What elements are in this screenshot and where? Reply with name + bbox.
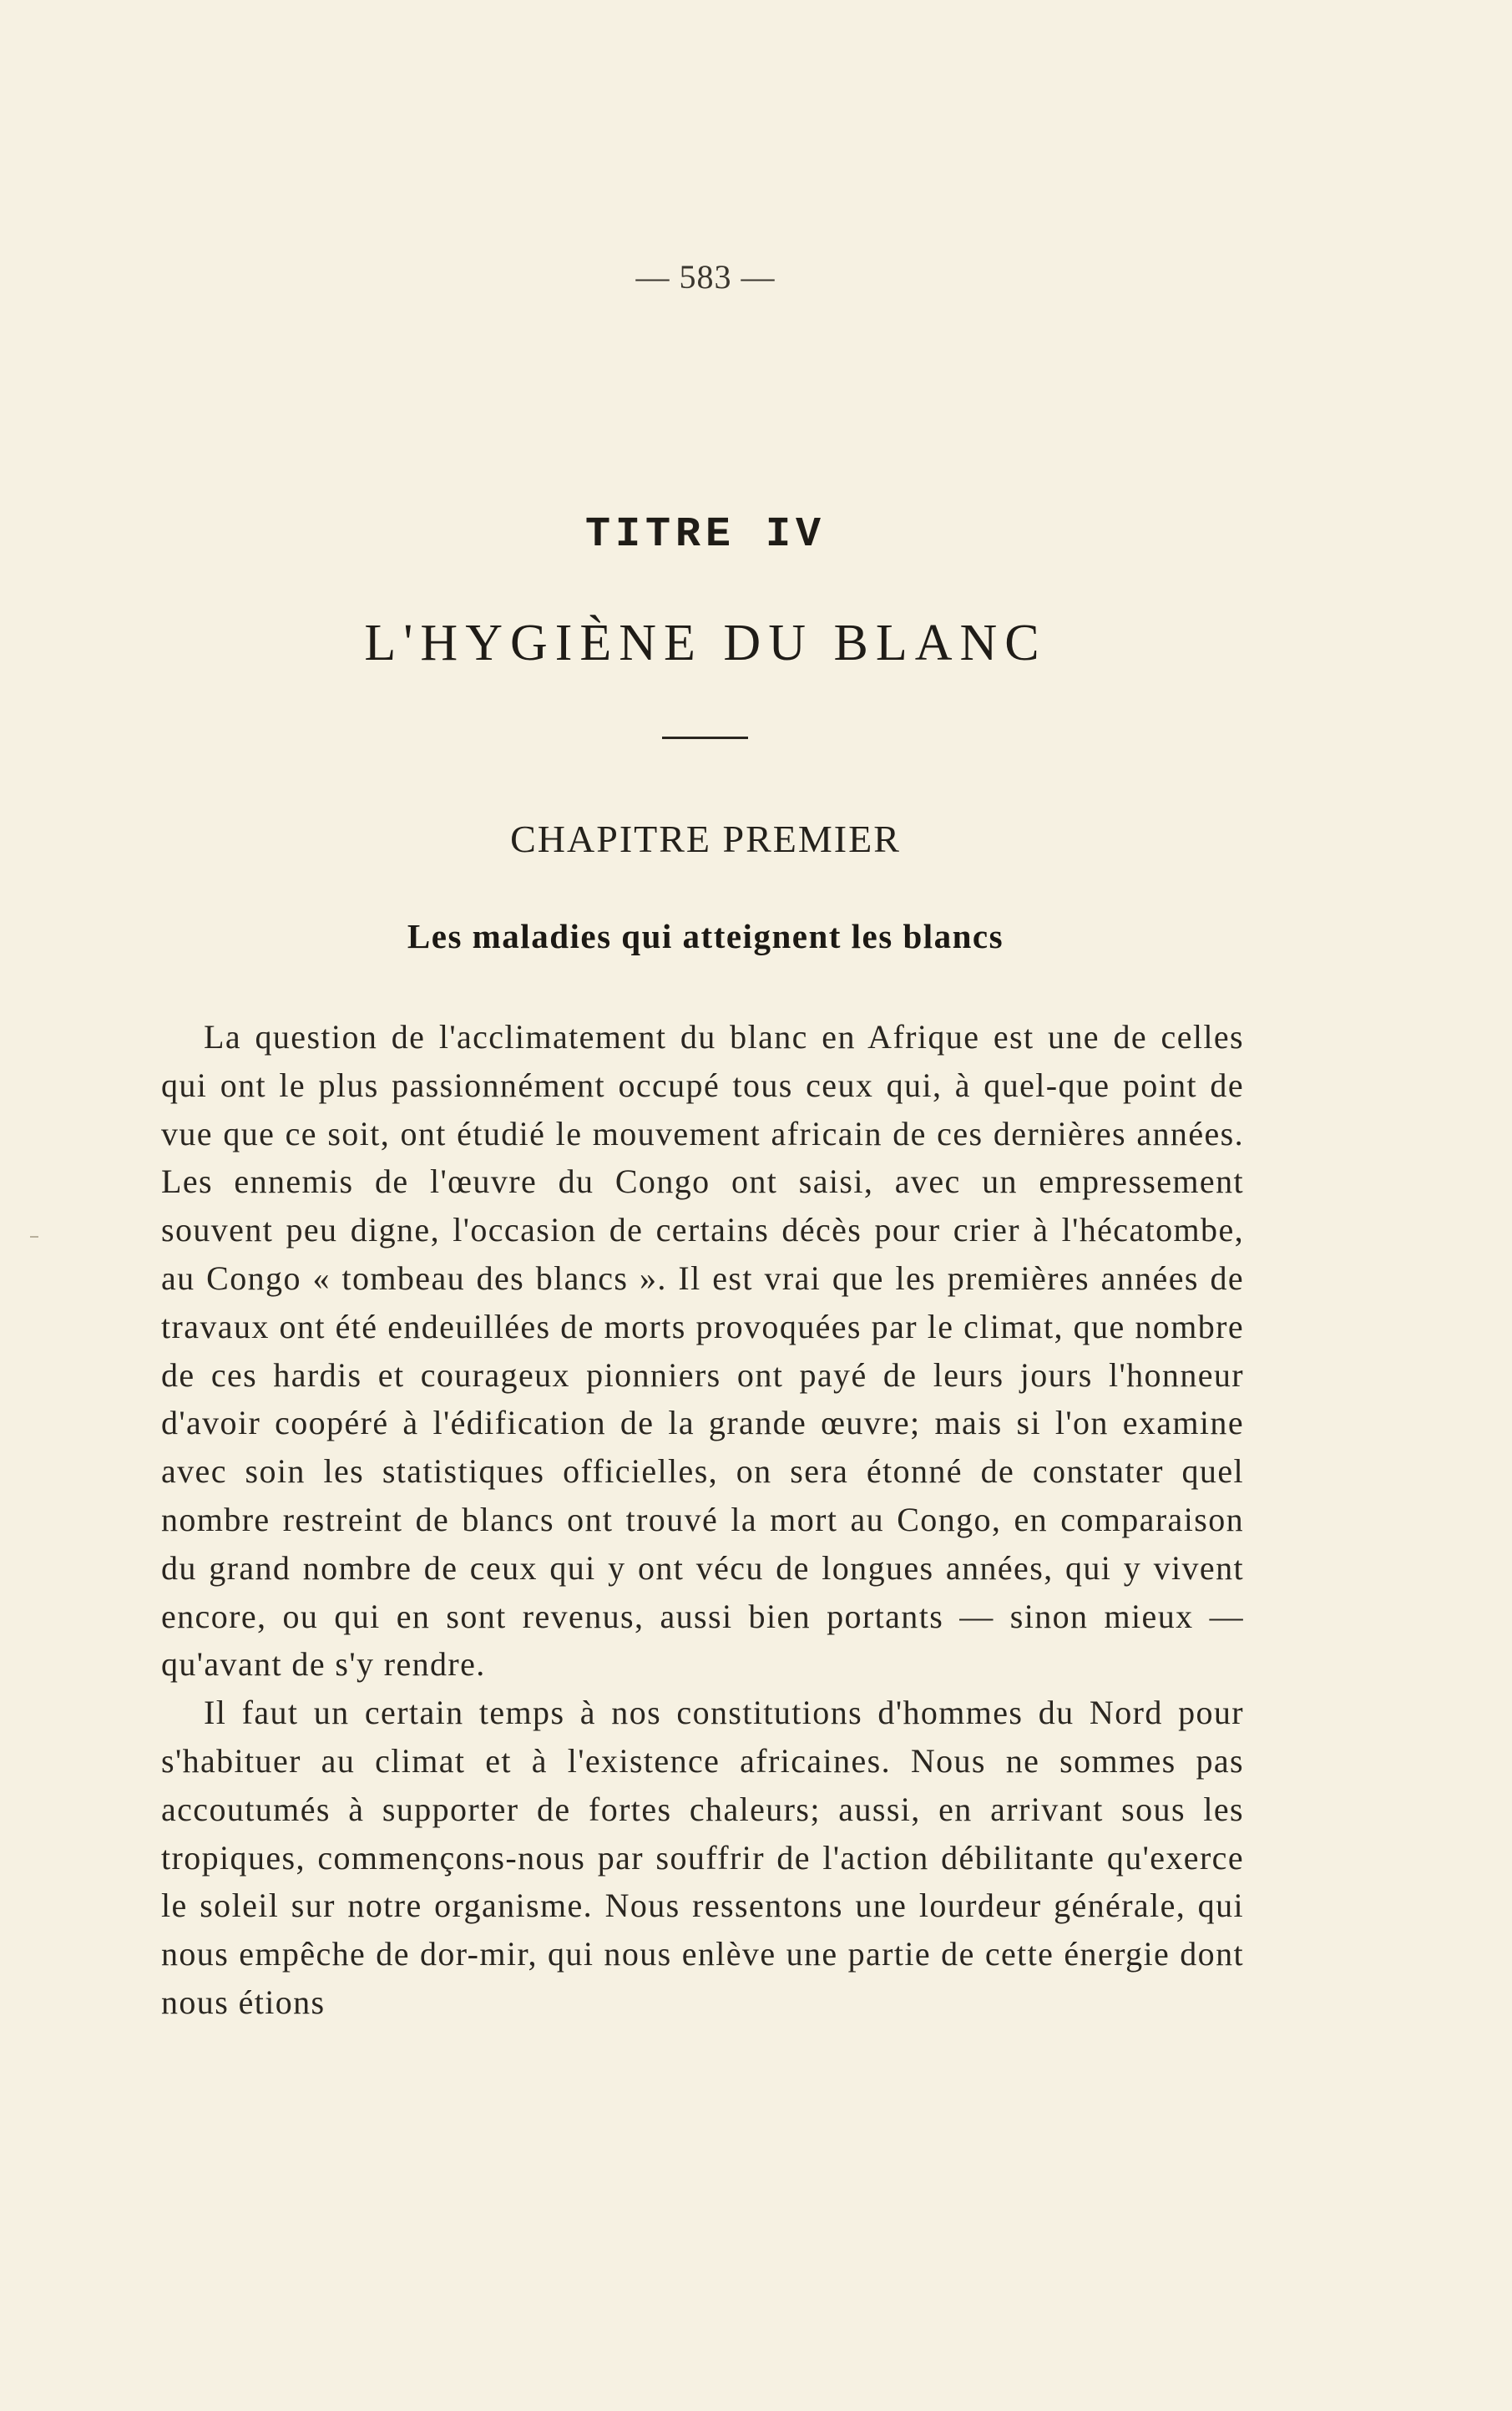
chapter-heading: CHAPITRE PREMIER — [510, 818, 901, 860]
body-text — [161, 1013, 1244, 2027]
part-heading: TITRE IV — [584, 511, 827, 559]
section-title: Les maladies qui atteignent les blancs — [407, 917, 1004, 955]
page-title: L'HYGIÈNE DU BLANC — [364, 615, 1047, 671]
page-number: — 583 — — [635, 258, 776, 296]
title-divider — [662, 737, 748, 739]
paragraph: La question de l'acclimatement du blanc en Afrique est une de celles qui ont le plus passionnément occupé tous ceux qui, à quel-que point de vue que ce soit, ont étudié le mouvement africain de ces dernières années. Les ennemis de l'œuvre du Congo ont saisi, avec un empressement souvent peu digne, l'occasion de certains décès pour crier à l'hécatombe, au Congo « tombeau des blancs ». Il est vrai que les premières années de travaux ont été endeuillées de morts provoquées par le climat, que nombre de ces hardis et courageux pionniers ont payé de leurs jours l'honneur d'avoir coopéré à l'édification de la grande œuvre; mais si l'on examine avec soin les statistiques officielles, on sera étonné de constater quel nombre restreint de blancs ont trouvé la mort au Congo, en comparaison du grand nombre de ceux qui y ont vécu de longues années, qui y vivent encore, ou qui en sont revenus, aussi bien portants — sinon mieux — qu'avant de s'y rendre. — [161, 1018, 1244, 1684]
margin-mark — [30, 1236, 38, 1238]
paragraph: Il faut un certain temps à nos constitutions d'hommes du Nord pour s'habituer au climat et à l'existence africaines. Nous ne sommes pas accoutumés à supporter de fortes chaleurs; aussi, en arrivant sous les tropiques, commençons-nous par souffrir de l'action débilitante qu'exerce le soleil sur notre organisme. Nous ressentons une lourdeur générale, qui nous empêche de dor-mir, qui nous enlève une partie de cette énergie dont nous étions — [161, 1694, 1244, 2021]
